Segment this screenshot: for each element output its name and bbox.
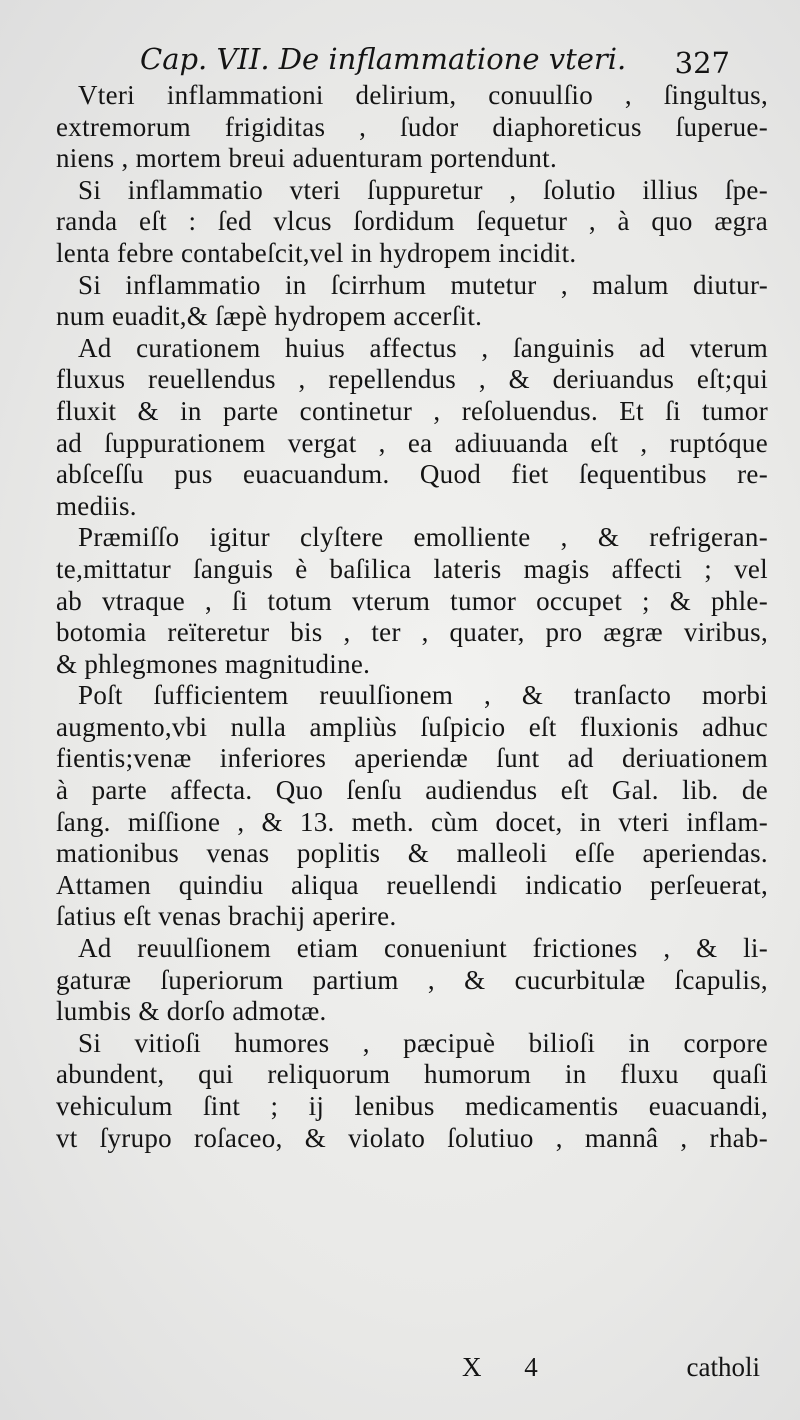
- chapter-title: Cap. VII. De inflammatione vteri.: [140, 42, 627, 76]
- text-line: randa eſt : ſed vlcus ſordidum ſequetur , à quo ægra: [56, 206, 768, 237]
- text-line: botomia reïteretur bis , ter , quater, pro ægræ viribus,: [56, 617, 768, 648]
- text-line: gaturæ ſuperiorum partium , & cucurbitulæ ſcapulis,: [56, 964, 768, 995]
- text-line: Præmiſſo igitur clyſtere emolliente , & refrigeran-: [78, 522, 768, 553]
- text-line: num euadit,& ſæpè hydropem accerſit.: [56, 301, 483, 332]
- running-header: [140, 42, 740, 82]
- text-line: mediis.: [56, 490, 137, 521]
- text-line: ſang. miſſione , & 13. meth. cùm docet, in vteri inflam-: [56, 806, 768, 837]
- text-line: Si inflammatio vteri ſuppuretur , ſolutio illius ſpe-: [78, 174, 768, 205]
- text-line: Ad reuulſionem etiam conueniunt frictiones , & li-: [78, 933, 768, 964]
- text-line: fientis;venæ inferiores aperiendæ ſunt ad deriuationem: [56, 743, 768, 774]
- text-line: fluxus reuellendus , repellendus , & deriuandus eſt;qui: [56, 364, 768, 395]
- text-line: abſceſſu pus euacuandum. Quod fiet ſequentibus re-: [56, 459, 768, 490]
- text-line: extremorum frigiditas , ſudor diaphoreticus ſuperue-: [56, 111, 768, 142]
- text-line: lenta febre contabeſcit,vel in hydropem incidit.: [56, 237, 577, 268]
- body-text: [56, 80, 768, 1154]
- text-line: te,mittatur ſanguis è baſilica lateris magis affecti ; vel: [56, 553, 768, 584]
- text-line: ſatius eſt venas brachij aperire.: [56, 901, 397, 932]
- text-line: ad ſuppurationem vergat , ea adiuuanda eſt , ruptóque: [56, 427, 768, 458]
- text-line: mationibus venas poplitis & malleoli eſſe aperiendas.: [56, 838, 768, 869]
- text-line: Si inflammatio in ſcirrhum mutetur , malum diutur-: [78, 269, 768, 300]
- text-line: Poſt ſufficientem reuulſionem , & tranſacto morbi: [78, 680, 768, 711]
- text-line: Ad curationem huius affectus , ſanguinis ad vterum: [78, 332, 768, 363]
- page-number: 327: [674, 46, 730, 80]
- text-line: lumbis & dorſo admotæ.: [56, 996, 327, 1027]
- catchword: catholi: [686, 1352, 760, 1382]
- text-line: fluxit & in parte continetur , reſoluendus. Et ſi tumor: [56, 395, 768, 426]
- text-line: niens , mortem breui aduenturam portendunt.: [56, 143, 558, 174]
- text-line: Attamen quindiu aliqua reuellendi indicatio perſeuerat,: [56, 869, 768, 900]
- text-line: à parte affecta. Quo ſenſu audiendus eſt Gal. lib. de: [56, 775, 768, 806]
- text-line: & phlegmones magnitudine.: [56, 648, 371, 679]
- signature-mark: X 4: [462, 1352, 556, 1382]
- text-line: vt ſyrupo roſaceo, & violato ſolutiuo , mannâ , rhab-: [56, 1122, 768, 1153]
- page-footer: [0, 1352, 800, 1392]
- text-line: Vteri inflammationi delirium, conuulſio , ſingultus,: [78, 80, 768, 110]
- text-line: augmento,vbi nulla ampliùs ſuſpicio eſt fluxionis adhuc: [56, 711, 768, 742]
- text-line: vehiculum ſint ; ij lenibus medicamentis euacuandi,: [56, 1091, 768, 1121]
- text-line: abundent, qui reliquorum humorum in fluxu quaſi: [56, 1059, 768, 1090]
- text-line: Si vitioſi humores , pæcipuè bilioſi in corpore: [78, 1027, 768, 1058]
- text-line: ab vtraque , ſi totum vterum tumor occupet ; & phle-: [56, 585, 768, 616]
